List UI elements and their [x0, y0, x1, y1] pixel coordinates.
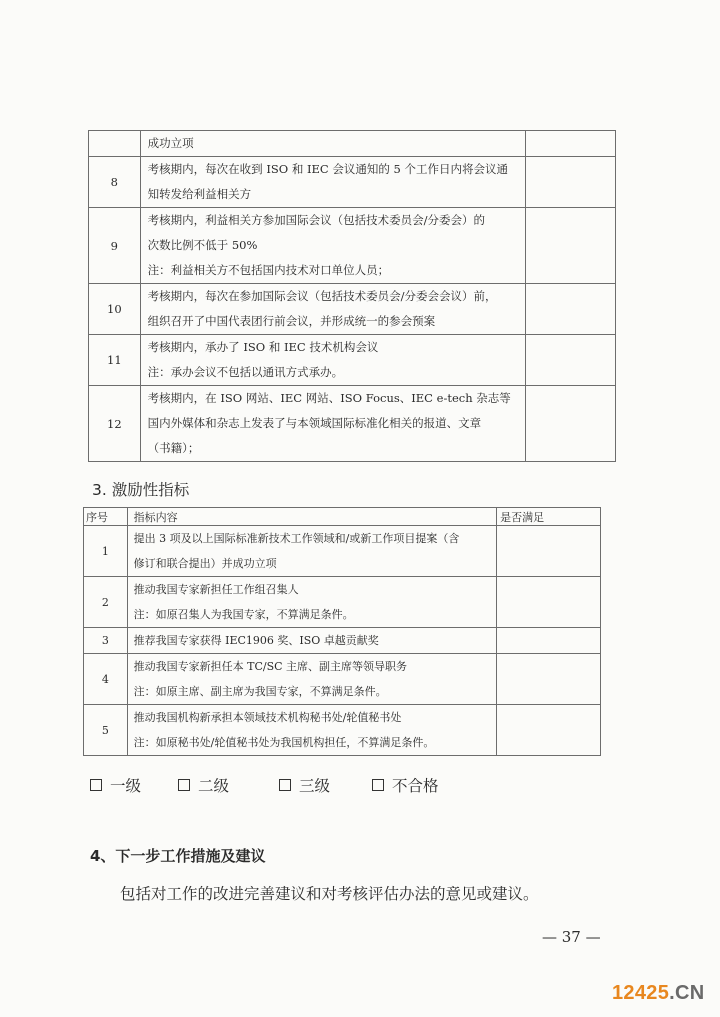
content-line: 注：如原召集人为我国专家，不算满足条件。 [133, 608, 354, 621]
checkbox-icon[interactable] [178, 779, 190, 791]
checkbox-icon[interactable] [279, 779, 291, 791]
content-line: 推荐我国专家获得 IEC1906 奖、ISO 卓越贡献奖 [133, 634, 379, 647]
content-line: 考核期内，承办了 ISO 和 IEC 技术机构会议 [147, 340, 379, 354]
table-row [84, 526, 601, 577]
indicator-content [127, 577, 496, 628]
grade-label: 不合格 [392, 777, 439, 795]
content-line: 知转发给利益相关方 [147, 187, 252, 201]
row-number: 5 [84, 705, 128, 756]
indicator-content [140, 208, 525, 284]
meets-criteria-cell[interactable] [525, 131, 615, 157]
meets-criteria-cell[interactable] [497, 526, 601, 577]
indicator-content [127, 628, 496, 654]
incentive-indicator-table [83, 507, 601, 756]
table-row [89, 208, 616, 284]
content-line: （书籍）； [147, 441, 200, 455]
content-line: 注：承办会议不包括以通讯方式承办。 [147, 365, 344, 379]
assessment-table-continued [88, 130, 616, 462]
indicator-content [140, 284, 525, 335]
meets-criteria-cell[interactable] [497, 654, 601, 705]
content-line: 考核期内，在 ISO 网站、IEC 网站、ISO Focus、IEC e-tech 杂志等 [147, 391, 511, 405]
content-line: 推动我国专家新担任本 TC/SC 主席、副主席等领导职务 [133, 660, 408, 673]
row-number: 12 [89, 386, 141, 462]
content-line: 考核期内，利益相关方参加国际会议（包括技术委员会/分委会）的 [147, 213, 486, 227]
content-line: 注：如原主席、副主席为我国专家，不算满足条件。 [133, 685, 387, 698]
body-paragraph: 包括对工作的改进完善建议和对考核评估办法的意见或建议。 [120, 885, 539, 903]
row-number: 8 [89, 157, 141, 208]
header-num: 序号 [84, 508, 128, 526]
content-line: 成功立项 [147, 136, 194, 150]
meets-criteria-cell[interactable] [497, 577, 601, 628]
grade-option-4[interactable] [372, 774, 439, 796]
row-number: 4 [84, 654, 128, 705]
row-number: 3 [84, 628, 128, 654]
grade-label: 一级 [110, 777, 142, 795]
table-row [89, 284, 616, 335]
content-line: 推动我国机构新承担本领域技术机构秘书处/轮值秘书处 [133, 711, 402, 724]
indicator-content [140, 131, 525, 157]
table-row [89, 386, 616, 462]
grade-option-1[interactable] [90, 774, 141, 796]
table-row [89, 157, 616, 208]
meets-criteria-cell[interactable] [525, 208, 615, 284]
row-number: 2 [84, 577, 128, 628]
checkbox-icon[interactable] [372, 779, 384, 791]
watermark-part-1: 12425 [612, 982, 670, 1004]
indicator-content [140, 157, 525, 208]
meets-criteria-cell[interactable] [497, 628, 601, 654]
site-watermark-logo [612, 982, 704, 1005]
table-row [84, 628, 601, 654]
grade-label: 三级 [299, 777, 331, 795]
content-line: 考核期内，每次在参加国际会议（包括技术委员会/分委会会议）前， [147, 289, 497, 303]
header-content: 指标内容 [127, 508, 496, 526]
meets-criteria-cell[interactable] [525, 386, 615, 462]
section-3-title: 3. 激励性指标 [92, 481, 190, 499]
section-4-title: 4、下一步工作措施及建议 [90, 847, 266, 865]
meets-criteria-cell[interactable] [525, 335, 615, 386]
grade-options [90, 774, 510, 798]
page-number: — 37 — [542, 928, 601, 946]
content-line: 考核期内，每次在收到 ISO 和 IEC 会议通知的 5 个工作日内将会议通 [147, 162, 509, 176]
table-row [89, 131, 616, 157]
meets-criteria-cell[interactable] [525, 284, 615, 335]
row-number [89, 131, 141, 157]
grade-option-2[interactable] [178, 774, 229, 796]
indicator-content [127, 654, 496, 705]
row-number: 10 [89, 284, 141, 335]
table-header-row [84, 508, 601, 526]
row-number: 1 [84, 526, 128, 577]
content-line: 注：如原秘书处/轮值秘书处为我国机构担任，不算满足条件。 [133, 736, 435, 749]
content-line: 国内外媒体和杂志上发表了与本领域国际标准化相关的报道、文章 [147, 416, 482, 430]
content-line: 推动我国专家新担任工作组召集人 [133, 583, 299, 596]
table-row [84, 705, 601, 756]
header-meet: 是否满足 [497, 508, 601, 526]
meets-criteria-cell[interactable] [497, 705, 601, 756]
row-number: 9 [89, 208, 141, 284]
table-row [84, 654, 601, 705]
content-line: 注：利益相关方不包括国内技术对口单位人员； [147, 263, 390, 277]
checkbox-icon[interactable] [90, 779, 102, 791]
row-number: 11 [89, 335, 141, 386]
watermark-part-2: .CN [669, 982, 705, 1004]
content-line: 修订和联合提出）并成功立项 [133, 557, 277, 570]
content-line: 提出 3 项及以上国际标准新技术工作领域和/或新工作项目提案（含 [133, 532, 460, 545]
table-row [84, 577, 601, 628]
meets-criteria-cell[interactable] [525, 157, 615, 208]
indicator-content [127, 526, 496, 577]
indicator-content [127, 705, 496, 756]
table-row [89, 335, 616, 386]
content-line: 组织召开了中国代表团行前会议，并形成统一的参会预案 [147, 314, 436, 328]
content-line: 次数比例不低于 50% [147, 238, 258, 252]
grade-label: 二级 [198, 777, 230, 795]
grade-option-3[interactable] [279, 774, 330, 796]
indicator-content [140, 386, 525, 462]
indicator-content [140, 335, 525, 386]
